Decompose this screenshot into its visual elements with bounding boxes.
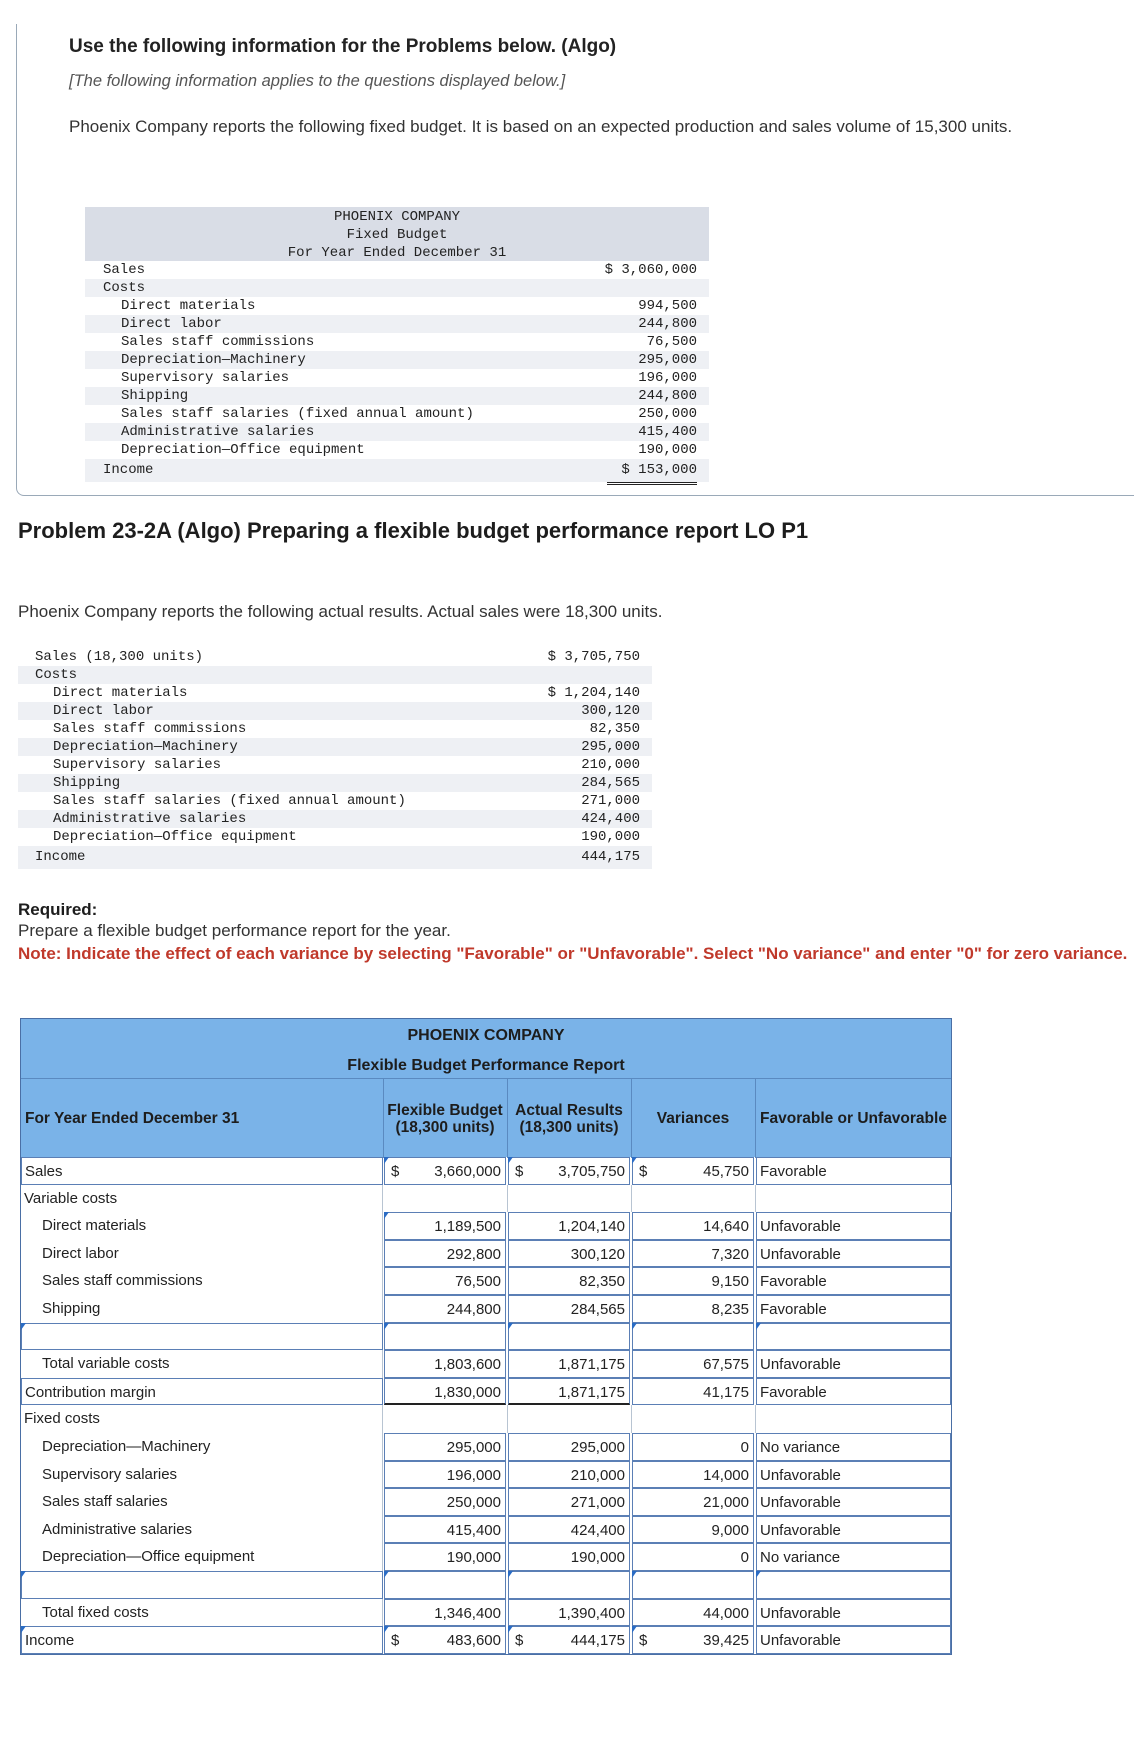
fixed-item-amount: 250,000	[638, 406, 697, 422]
inc-flex-value: 483,600	[446, 1632, 501, 1650]
report-column-headers	[21, 1078, 951, 1158]
dm-flex-value: 1,189,500	[434, 1218, 501, 1236]
cm-actual-input[interactable]	[508, 1378, 630, 1406]
sup-fav-select[interactable]: Unfavorable	[756, 1461, 951, 1489]
problem-intro: Phoenix Company reports the following actual results. Actual sales were 18,300 units.	[18, 602, 663, 621]
fixed-income-amount: $ 153,000	[607, 459, 697, 485]
actual-item-label: Direct labor	[53, 703, 154, 719]
dmach-variance-input[interactable]	[632, 1433, 754, 1461]
ssc-actual-input[interactable]	[508, 1267, 630, 1295]
ship-actual-value: 284,565	[570, 1300, 625, 1318]
fixed-costs-row	[85, 279, 709, 297]
sales-actual-input[interactable]	[508, 1157, 630, 1185]
sup-actual-value: 210,000	[570, 1466, 625, 1484]
actual-item-amount: 190,000	[524, 828, 640, 847]
tvc-variance-value: 67,575	[703, 1356, 749, 1374]
inc-variance-value: 39,425	[703, 1632, 749, 1650]
tvc-flex-input[interactable]	[384, 1350, 506, 1378]
required-note: Note: Indicate the effect of each variance by selecting "Favorable" or "Unfavorable". Select "No variance" and enter "0" for zero variance.	[18, 944, 1128, 963]
inc-variance-input[interactable]	[632, 1626, 754, 1654]
col-period: For Year Ended December 31	[25, 1110, 240, 1127]
performance-report-table	[20, 1018, 952, 1655]
dmach-flex-input[interactable]	[384, 1433, 506, 1461]
inc-fav-select[interactable]: Unfavorable	[756, 1626, 951, 1654]
actual-sales-label: Sales (18,300 units)	[35, 649, 204, 665]
row-income	[21, 1626, 951, 1654]
sss-fav-select[interactable]: Unfavorable	[756, 1488, 951, 1516]
dmach-actual-input[interactable]	[508, 1433, 630, 1461]
cm-variance-input[interactable]	[632, 1378, 754, 1406]
doff-variance-input[interactable]	[632, 1543, 754, 1571]
sss-actual-input[interactable]	[508, 1488, 630, 1516]
dl-variance-value: 7,320	[711, 1245, 749, 1263]
ship-flex-input[interactable]	[384, 1295, 506, 1323]
actual-item-row	[18, 720, 652, 738]
doff-fav-select[interactable]: No variance	[756, 1543, 951, 1571]
fixed-item-label: Direct materials	[121, 298, 256, 314]
row-dep-office	[21, 1543, 951, 1571]
fixed-budget-period: For Year Ended December 31	[287, 245, 507, 261]
tfc-variance-input[interactable]	[632, 1599, 754, 1627]
doff-actual-value: 190,000	[570, 1549, 625, 1567]
actual-item-amount: 284,565	[581, 775, 640, 791]
required-label: Required:	[18, 900, 98, 919]
required-text: Prepare a flexible budget performance report for the year.	[18, 921, 451, 940]
cm-fav-select[interactable]: Favorable	[756, 1378, 951, 1406]
actual-income-amount: 444,175	[581, 849, 640, 865]
blank-flex-input[interactable]	[384, 1323, 506, 1351]
col-favorable: Favorable or Unfavorable	[760, 1110, 947, 1127]
fixed-item-row	[85, 333, 709, 351]
sales-actual-value: 3,705,750	[558, 1163, 625, 1180]
dl-actual-input[interactable]	[508, 1240, 630, 1268]
fixed-item-amount: 994,500	[638, 298, 697, 314]
adm-fav-select[interactable]: Unfavorable	[756, 1516, 951, 1544]
cm-variance-value: 41,175	[703, 1383, 749, 1401]
tvc-fav-select[interactable]: Unfavorable	[756, 1350, 951, 1378]
total-fixed-label: Total fixed costs	[21, 1599, 383, 1627]
row-blank-fixed	[21, 1571, 951, 1599]
actual-item-amount: 82,350	[589, 721, 640, 737]
tfc-flex-value: 1,346,400	[434, 1604, 501, 1622]
ship-variance-value: 8,235	[711, 1300, 749, 1318]
doff-flex-value: 190,000	[446, 1549, 501, 1567]
currency-symbol: $	[639, 1163, 648, 1180]
actual-item-row	[18, 774, 652, 792]
tfc-flex-input[interactable]	[384, 1599, 506, 1627]
actual-item-amount: 295,000	[581, 739, 640, 755]
admin-salaries-label: Administrative salaries	[21, 1516, 383, 1544]
actual-item-label: Shipping	[53, 775, 121, 791]
row-direct-materials	[21, 1212, 951, 1240]
row-variable-costs	[21, 1185, 951, 1213]
fixed-item-row	[85, 369, 709, 387]
actual-item-row	[18, 702, 652, 720]
ship-variance-input[interactable]	[632, 1295, 754, 1323]
actual-costs-label: Costs	[35, 667, 78, 683]
col-actual: Actual Results (18,300 units)	[515, 1101, 623, 1136]
dep-office-label: Depreciation—Office equipment	[21, 1543, 383, 1571]
sss-variance-input[interactable]	[632, 1488, 754, 1516]
actual-item-row	[18, 792, 652, 810]
currency-symbol: $	[515, 1163, 524, 1180]
actual-sales-amount: $ 3,705,750	[547, 649, 640, 665]
income-label-text: Income	[25, 1632, 75, 1650]
doff-actual-input[interactable]	[508, 1543, 630, 1571]
cm-flex-input[interactable]	[384, 1378, 506, 1406]
actual-sales-row	[18, 648, 652, 666]
actual-item-amount: 271,000	[581, 793, 640, 809]
dep-machinery-label: Depreciation—Machinery	[21, 1433, 383, 1461]
row-contribution-margin	[21, 1378, 951, 1406]
dmach-flex-value: 295,000	[446, 1438, 501, 1456]
adm-variance-input[interactable]	[632, 1516, 754, 1544]
fixed-item-amount: 415,400	[638, 424, 697, 440]
fixed-item-label: Administrative salaries	[121, 424, 315, 440]
cm-actual-value: 1,871,175	[558, 1383, 625, 1401]
direct-materials-label: Direct materials	[21, 1212, 383, 1240]
dl-fav-select[interactable]: Unfavorable	[756, 1240, 951, 1268]
shipping-label: Shipping	[21, 1295, 383, 1323]
actual-item-amount: $ 1,204,140	[547, 685, 640, 701]
adm-variance-value: 9,000	[711, 1521, 749, 1539]
dm-fav-select[interactable]: Unfavorable	[756, 1212, 951, 1240]
direct-labor-label: Direct labor	[21, 1240, 383, 1268]
fixed-item-amount: 244,800	[638, 316, 697, 332]
doff-flex-input[interactable]	[384, 1543, 506, 1571]
row-shipping	[21, 1295, 951, 1323]
blank-fixed-fav-select[interactable]	[756, 1571, 951, 1599]
dmach-variance-value: 0	[740, 1438, 749, 1456]
fixed-budget-table	[85, 207, 709, 482]
dm-flex-input[interactable]	[384, 1212, 506, 1240]
row-admin-salaries	[21, 1516, 951, 1544]
fixed-sales-row	[85, 261, 709, 279]
sss-variance-value: 21,000	[703, 1494, 749, 1512]
actual-item-row	[18, 828, 652, 846]
sales-commissions-label: Sales staff commissions	[21, 1267, 383, 1295]
fixed-item-label: Direct labor	[121, 316, 222, 332]
actual-income-label: Income	[35, 849, 86, 865]
fixed-item-row	[85, 387, 709, 405]
fixed-item-row	[85, 297, 709, 315]
fixed-item-label: Shipping	[121, 388, 189, 404]
fixed-item-amount: 190,000	[617, 441, 697, 460]
sales-label-input[interactable]: Sales	[21, 1157, 383, 1185]
actual-item-label: Depreciation—Machinery	[53, 739, 238, 755]
dl-flex-input[interactable]	[384, 1240, 506, 1268]
fixed-item-label: Depreciation—Office equipment	[121, 442, 365, 458]
blank-fav-select[interactable]	[756, 1323, 951, 1351]
col-variances: Variances	[656, 1110, 730, 1127]
inc-flex-input[interactable]	[384, 1626, 506, 1654]
inc-actual-input[interactable]	[508, 1626, 630, 1654]
adm-flex-value: 415,400	[446, 1521, 501, 1539]
actual-item-label: Sales staff commissions	[53, 721, 247, 737]
dm-variance-input[interactable]	[632, 1212, 754, 1240]
cm-flex-value: 1,830,000	[434, 1383, 501, 1401]
dl-actual-value: 300,120	[570, 1245, 625, 1263]
actual-costs-row	[18, 666, 652, 684]
ship-actual-input[interactable]	[508, 1295, 630, 1323]
actual-item-row	[18, 738, 652, 756]
fixed-income-row	[85, 459, 709, 482]
fixed-item-amount: 244,800	[638, 388, 697, 404]
ssc-flex-input[interactable]	[384, 1267, 506, 1295]
actual-item-amount: 210,000	[581, 757, 640, 773]
sup-flex-value: 196,000	[446, 1466, 501, 1484]
inc-actual-value: 444,175	[570, 1632, 625, 1650]
report-header	[21, 1019, 951, 1157]
row-dep-machinery	[21, 1433, 951, 1461]
dm-actual-input[interactable]	[508, 1212, 630, 1240]
sup-flex-input[interactable]	[384, 1461, 506, 1489]
tfc-fav-select[interactable]: Unfavorable	[756, 1599, 951, 1627]
ssc-flex-value: 76,500	[455, 1273, 501, 1291]
actual-item-amount: 300,120	[581, 703, 640, 719]
row-sales	[21, 1157, 951, 1185]
fixed-item-amount: 295,000	[638, 352, 697, 368]
row-total-fixed	[21, 1599, 951, 1627]
fixed-item-label: Supervisory salaries	[121, 370, 290, 386]
fixed-budget-company: PHOENIX COMPANY	[333, 209, 461, 225]
fixed-income-label: Income	[103, 462, 154, 478]
adm-actual-value: 424,400	[570, 1521, 625, 1539]
blank-label-input[interactable]	[21, 1323, 383, 1351]
actual-item-label: Sales staff salaries (fixed annual amount)	[53, 793, 406, 809]
info-title: Use the following information for the Problems below. (Algo)	[69, 36, 617, 57]
currency-symbol: $	[639, 1632, 648, 1650]
doff-variance-value: 0	[740, 1549, 749, 1567]
adm-actual-input[interactable]	[508, 1516, 630, 1544]
sales-flex-input[interactable]	[384, 1157, 506, 1185]
actual-item-label: Supervisory salaries	[53, 757, 222, 773]
fixed-item-row	[85, 423, 709, 441]
row-fixed-costs	[21, 1405, 951, 1433]
sales-variance-input[interactable]	[632, 1157, 754, 1185]
dl-variance-input[interactable]	[632, 1240, 754, 1268]
blank-fixed-actual-input[interactable]	[508, 1571, 630, 1599]
currency-symbol: $	[515, 1632, 524, 1650]
ssc-variance-value: 9,150	[711, 1273, 749, 1291]
sss-flex-input[interactable]	[384, 1488, 506, 1516]
actual-income-row	[18, 846, 652, 869]
row-supervisory	[21, 1461, 951, 1489]
blank-fixed-label-input[interactable]	[21, 1571, 383, 1599]
actual-results-table	[18, 648, 652, 869]
tvc-variance-input[interactable]	[632, 1350, 754, 1378]
sup-variance-input[interactable]	[632, 1461, 754, 1489]
tfc-variance-value: 44,000	[703, 1604, 749, 1622]
fixed-item-row	[85, 351, 709, 369]
tfc-actual-input[interactable]	[508, 1599, 630, 1627]
info-intro: Phoenix Company reports the following fixed budget. It is based on an expected production and sales volume of 15,300 units.	[69, 117, 1013, 136]
sss-flex-value: 250,000	[446, 1494, 501, 1512]
row-sales-commissions	[21, 1267, 951, 1295]
fixed-item-row	[85, 405, 709, 423]
blank-variance-input[interactable]	[632, 1323, 754, 1351]
dm-actual-value: 1,204,140	[558, 1218, 625, 1236]
actual-item-label: Depreciation—Office equipment	[53, 829, 297, 845]
ssc-actual-value: 82,350	[579, 1273, 625, 1291]
actual-item-row	[18, 684, 652, 702]
fixed-item-label: Sales staff commissions	[121, 334, 315, 350]
currency-symbol: $	[391, 1163, 400, 1180]
ship-fav-select[interactable]: Favorable	[756, 1295, 951, 1323]
dl-flex-value: 292,800	[446, 1245, 501, 1263]
tvc-actual-input[interactable]	[508, 1350, 630, 1378]
sales-salaries-label: Sales staff salaries	[21, 1488, 383, 1516]
ship-flex-value: 244,800	[446, 1300, 501, 1318]
fixed-budget-name: Fixed Budget	[346, 227, 448, 243]
problem-title: Problem 23-2A (Algo) Preparing a flexible budget performance report LO P1	[18, 518, 809, 543]
ssc-fav-select[interactable]: Favorable	[756, 1267, 951, 1295]
actual-item-label: Administrative salaries	[53, 811, 247, 827]
blank-fixed-flex-input[interactable]	[384, 1571, 506, 1599]
sss-actual-value: 271,000	[570, 1494, 625, 1512]
sup-variance-value: 14,000	[703, 1466, 749, 1484]
contribution-label-input[interactable]: Contribution margin	[21, 1378, 383, 1406]
income-label-input[interactable]	[21, 1626, 383, 1654]
fixed-costs-label: Costs	[103, 280, 146, 296]
actual-item-row	[18, 756, 652, 774]
fixed-item-label: Sales staff salaries (fixed annual amount)	[121, 406, 474, 422]
currency-symbol: $	[391, 1632, 400, 1650]
supervisory-label: Supervisory salaries	[21, 1461, 383, 1489]
actual-item-amount: 424,400	[581, 811, 640, 827]
dmach-actual-value: 295,000	[570, 1438, 625, 1456]
tvc-flex-value: 1,803,600	[434, 1356, 501, 1374]
dmach-fav-select[interactable]: No variance	[756, 1433, 951, 1461]
tfc-actual-value: 1,390,400	[558, 1604, 625, 1622]
sup-actual-input[interactable]	[508, 1461, 630, 1489]
sales-variance-value: 45,750	[703, 1163, 749, 1180]
fixed-item-amount: 76,500	[646, 334, 697, 350]
fixed-sales-amount: $ 3,060,000	[604, 262, 697, 278]
adm-flex-input[interactable]	[384, 1516, 506, 1544]
report-body	[21, 1157, 951, 1654]
sales-fav-select[interactable]: Favorable	[756, 1157, 951, 1185]
row-sales-salaries	[21, 1488, 951, 1516]
blank-fixed-variance-input[interactable]	[632, 1571, 754, 1599]
actual-item-row	[18, 810, 652, 828]
total-variable-label: Total variable costs	[21, 1350, 383, 1378]
fixed-item-amount: 196,000	[638, 370, 697, 386]
row-total-variable	[21, 1350, 951, 1378]
tvc-actual-value: 1,871,175	[558, 1356, 625, 1374]
ssc-variance-input[interactable]	[632, 1267, 754, 1295]
fixed-budget-header	[85, 207, 709, 261]
actual-item-label: Direct materials	[53, 685, 188, 701]
dm-variance-value: 14,640	[703, 1218, 749, 1236]
sales-flex-value: 3,660,000	[434, 1163, 501, 1180]
report-company: PHOENIX COMPANY	[407, 1027, 565, 1044]
fixed-sales-label: Sales	[103, 262, 146, 278]
fixed-item-label: Depreciation—Machinery	[121, 352, 306, 368]
row-blank-variable	[21, 1323, 951, 1351]
info-subtitle: [The following information applies to the questions displayed below.]	[69, 72, 566, 90]
row-direct-labor	[21, 1240, 951, 1268]
fixed-costs-label: Fixed costs	[21, 1405, 383, 1433]
info-card	[16, 24, 1134, 496]
col-flexible: Flexible Budget (18,300 units)	[387, 1101, 503, 1136]
fixed-item-row	[85, 441, 709, 459]
blank-actual-input[interactable]	[508, 1323, 630, 1351]
report-title: Flexible Budget Performance Report	[347, 1057, 625, 1074]
fixed-item-row	[85, 315, 709, 333]
variable-costs-label: Variable costs	[21, 1185, 383, 1213]
